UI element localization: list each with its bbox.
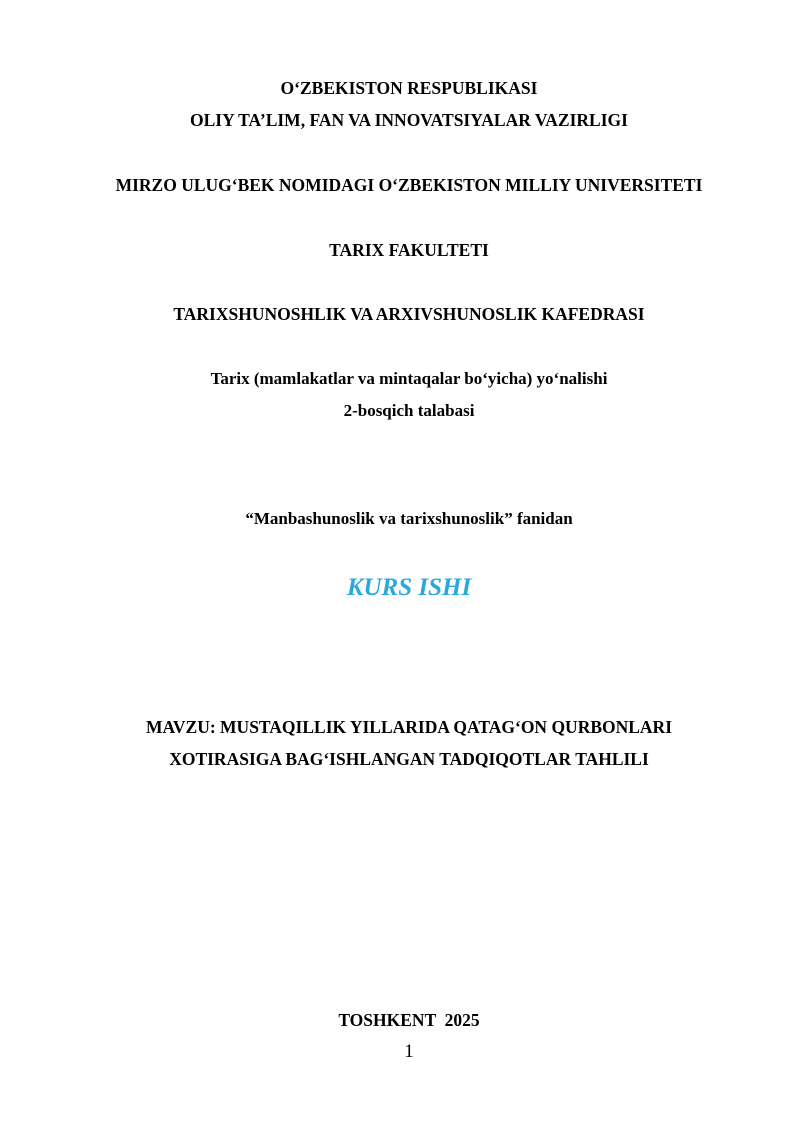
university-heading: MIRZO ULUG‘BEK NOMIDAGI O‘ZBEKISTON MILLIY UNIVERSITETI [115,175,703,195]
republic-heading: O‘ZBEKISTON RESPUBLIKASI [280,78,538,98]
subject-text: “Manbashunoslik va tarixshunoslik” fanidan [245,509,573,528]
work-type-title: KURS ISHI [346,574,472,601]
student-level-text: 2-bosqich talabasi [343,401,475,420]
department-heading: TARIXSHUNOSHLIK VA ARXIVSHUNOSLIK KAFEDRASI [173,304,645,324]
city-year: TOSHKENT 2025 [338,1010,480,1030]
topic-line-2: XOTIRASIGA BAG‘ISHLANGAN TADQIQOTLAR TAHLILI [169,749,649,769]
faculty-heading: TARIX FAKULTETI [329,240,489,260]
direction-text: Tarix (mamlakatlar va mintaqalar bo‘yicha) yo‘nalishi [210,369,608,388]
page-number: 1 [404,1041,414,1062]
ministry-heading: OLIY TA’LIM, FAN VA INNOVATSIYALAR VAZIRLIGI [190,110,628,130]
topic-line-1: MAVZU: MUSTAQILLIK YILLARIDA QATAG‘ON QURBONLARI [145,717,673,737]
